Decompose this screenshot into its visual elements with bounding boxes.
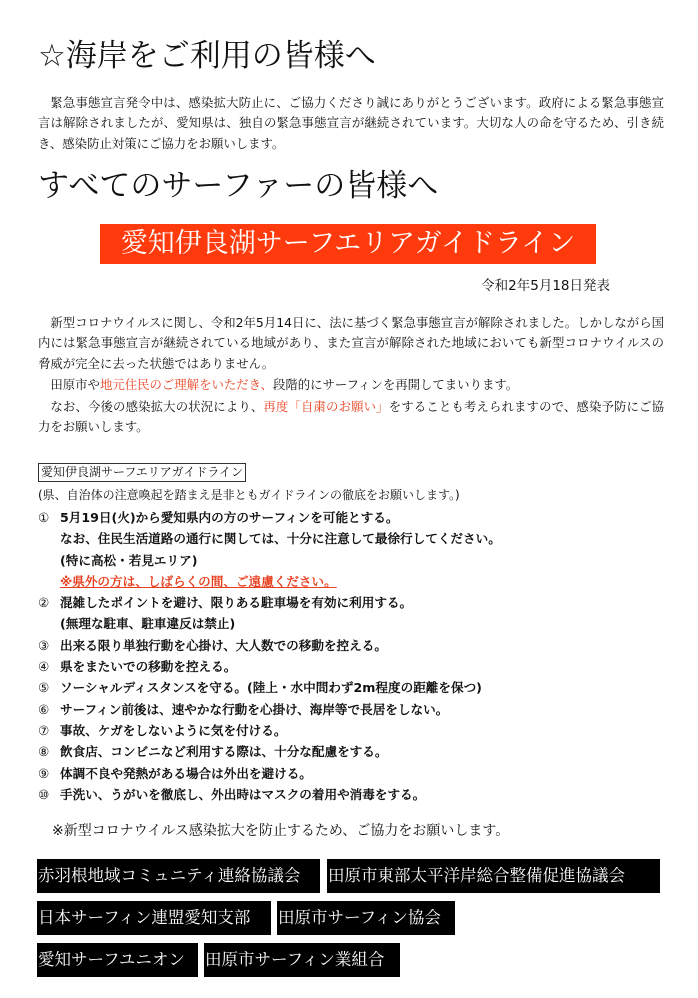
rule-number: ⑩ [38, 786, 50, 802]
p3-text-a: なお、今後の感染拡大の状況により、 [50, 399, 264, 414]
p3-text-b: をすることも考えられますので、感染予防にご協力をお願いします。 [38, 399, 664, 435]
rule-number: ⑦ [38, 722, 50, 738]
footer-note: ※新型コロナウイルス感染拡大を防止するため、ご協力をお願いします。 [52, 823, 510, 839]
rule-text: 5月19日(火)から愛知県内の方のサーフィンを可能とする。 [60, 510, 399, 525]
rule-number: ⑧ [38, 744, 50, 760]
guideline-rule-item [38, 550, 678, 571]
body-paragraph-2 [38, 375, 664, 395]
rule-number: ⑨ [38, 765, 50, 781]
rule-text: 混雑したポイントを避け、限りある駐車場を有効に利用する。 [60, 595, 413, 611]
guideline-rule-item [38, 507, 678, 528]
guideline-rule-item [38, 571, 678, 592]
rule-text: 体調不良や発熱がある場合は外出を避ける。 [60, 765, 312, 781]
org-tahara-surfing-association: 田原市サーフィン協会 [277, 901, 455, 935]
rule-number: ② [38, 595, 50, 611]
rule-number: ⑥ [38, 701, 50, 717]
p2-text-b: 段階的にサーフィンを再開してまいります。 [272, 377, 519, 392]
guideline-rule-item [38, 784, 678, 805]
org-akabane-community: 赤羽根地域コミュニティ連絡協議会 [37, 859, 320, 893]
rule-text: 事故、ケガをしないように気を付ける。 [60, 722, 287, 738]
guideline-title: 愛知伊良湖サーフエリアガイドライン [120, 228, 576, 259]
org-nsa-aichi: 日本サーフィン連盟愛知支部 [37, 901, 271, 935]
guideline-title-banner [100, 224, 596, 264]
rule-text: 出来る限り単独行動を心掛け、大人数での移動を控える。 [60, 637, 387, 653]
body-paragraph-1: 新型コロナウイルスに関し、令和2年5月14日に、法に基づく緊急事態宣言が解除されました。しかしながら国内には緊急事態宣言が継続されている地域があり、また宣言が解除された地域においても新型コロナウイルスの脅威が完全に去った状態ではありません。 [38, 315, 664, 371]
announce-date: 令和2年5月18日発表 [481, 278, 610, 294]
rule-text: なお、住民生活道路の通行に関しては、十分に注意して最徐行してください。 [60, 531, 501, 547]
guideline-rule-item [38, 635, 678, 656]
rule-number: ③ [38, 637, 50, 653]
guideline-rule-item [38, 741, 678, 762]
guideline-rule-item [38, 592, 678, 613]
rule-text: ※県外の方は、しばらくの間、ご遠慮ください。 [60, 573, 337, 589]
guideline-rule-item [38, 613, 678, 634]
rule-text: ソーシャルディスタンスを守る。(陸上・水中問わず2m程度の距離を保つ) [60, 680, 482, 696]
heading-beach-users: ☆海岸をご利用の皆様へ [38, 38, 376, 74]
guideline-rule-item [38, 656, 678, 677]
rule-number: ④ [38, 659, 50, 675]
guideline-rules-list [38, 507, 678, 805]
guideline-note: (県、自治体の注意喚起を踏まえ是非ともガイドラインの徹底をお願いします。) [38, 488, 460, 502]
body-paragraph-3 [38, 397, 664, 438]
rule-number: ① [38, 510, 50, 525]
org-tahara-east-coast: 田原市東部太平洋岸総合整備促進協議会 [327, 859, 660, 893]
guideline-rule-item [38, 699, 678, 720]
rule-number: ⑤ [38, 680, 50, 696]
guideline-box-label: 愛知伊良湖サーフエリアガイドライン [38, 463, 246, 482]
guideline-rule-item [38, 528, 678, 549]
heading-surfers: すべてのサーファーの皆様へ [38, 168, 439, 204]
rule-text: (特に高松・若見エリア) [60, 552, 198, 568]
intro-paragraph: 緊急事態宣言発令中は、感染拡大防止に、ご協力くださり誠にありがとうございます。政府による緊急事態宣言は解除されましたが、愛知県は、独自の緊急事態宣言が継続されています。大切な人の命を守るため、引き続き、感染防止対策にご協力をお願いします。 [38, 95, 664, 151]
guideline-rule-item [38, 763, 678, 784]
rule-text: サーフィン前後は、速やかな行動を心掛け、海岸等で長居をしない。 [60, 701, 449, 717]
guideline-rule-item [38, 720, 678, 741]
p3-text-red: 再度「自粛のお願い」 [263, 399, 389, 414]
rule-text: 県をまたいでの移動を控える。 [60, 659, 237, 675]
rule-text: 飲食店、コンビニなど利用する際は、十分な配慮をする。 [60, 744, 388, 760]
rule-text: 手洗い、うがいを徹底し、外出時はマスクの着用や消毒をする。 [60, 786, 426, 802]
p2-text-a: 田原市や [50, 377, 100, 392]
guideline-rule-item [38, 677, 678, 698]
p2-text-red: 地元住民のご理解をいただき、 [99, 377, 273, 392]
org-tahara-surf-business: 田原市サーフィン業組合 [204, 943, 400, 977]
org-aichi-surf-union: 愛知サーフユニオン [37, 943, 198, 977]
rule-text: (無理な駐車、駐車違反は禁止) [60, 616, 236, 632]
